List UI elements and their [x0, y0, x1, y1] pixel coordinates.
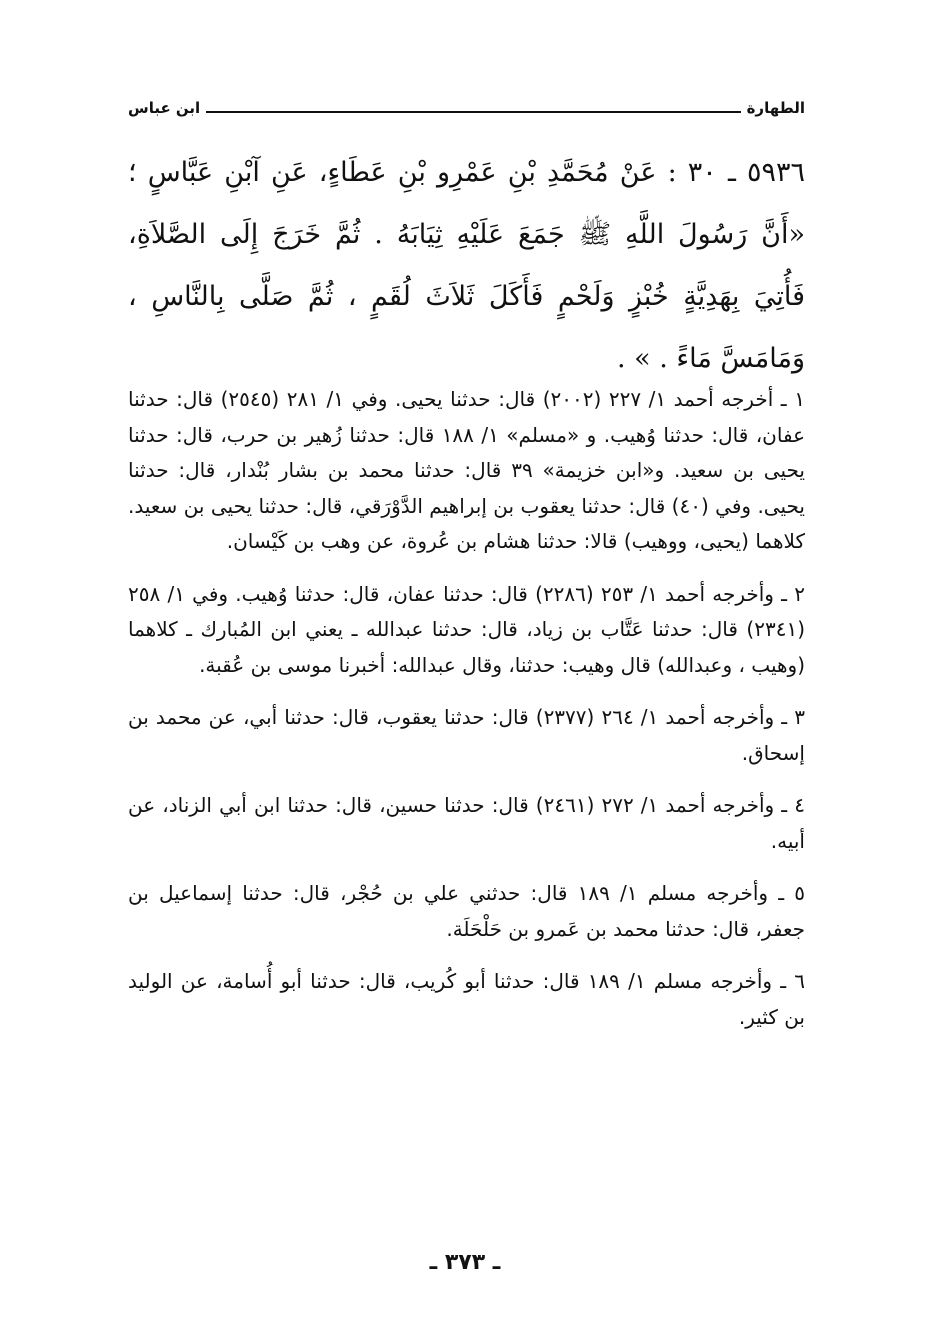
header-rule: [206, 111, 740, 113]
footnotes: [128, 382, 805, 1052]
companion-name: ابن عباس: [128, 99, 201, 117]
footnote: ٤ ـ وأخرجه أحمد ١/ ٢٧٢ (٢٤٦١) قال: حدثنا حسين، قال: حدثنا ابن أبي الزناد، عن أبيه.: [128, 793, 805, 853]
chapter-title: الطهارة: [746, 99, 805, 117]
footnote: ٣ ـ وأخرجه أحمد ١/ ٢٦٤ (٢٣٧٧) قال: حدثنا يعقوب، قال: حدثنا أبي، عن محمد بن إسحاق.: [128, 705, 806, 765]
page-number: ـ ٣٧٣ ـ: [429, 1250, 501, 1275]
running-header: [128, 96, 805, 120]
footnote: ٦ ـ وأخرجه مسلم ١/ ١٨٩ قال: حدثنا أبو كُريب، قال: حدثنا أبو أُسامة، عن الوليد بن كثير.: [128, 969, 805, 1029]
footnote: ٥ ـ وأخرجه مسلم ١/ ١٨٩ قال: حدثني علي بن حُجْر، قال: حدثنا إسماعيل بن جعفر، قال: حدثنا محمد بن عَمرو بن حَلْحَلَة.: [128, 881, 805, 941]
hadith-text: ٥٩٣٦ ـ ٣٠ : عَنْ مُحَمَّدِ بْنِ عَمْرِو بْنِ عَطَاءٍ، عَنِ آبْنِ عَبَّاسٍ ؛ «أَنَّ رَسُولَ اللَّهِ ﷺ جَمَعَ عَلَيْهِ ثِيَابَهُ . ثُمَّ خَرَجَ إِلَى الصَّلاَةِ، فَأُتِيَ بِهَدِيَّةٍ خُبْزٍ وَلَحْمٍ فَأَكَلَ ثَلاَثَ لُقَمٍ ، ثُمَّ صَلَّى بِالنَّاسِ ، وَمَامَسَّ مَاءً . » .: [128, 157, 805, 374]
footnote: ١ ـ أخرجه أحمد ١/ ٢٢٧ (٢٠٠٢) قال: حدثنا يحيى. وفي ١/ ٢٨١ (٢٥٤٥) قال: حدثنا عفان، قال: حدثنا وُهيب. و «مسلم» ١/ ١٨٨ قال: حدثنا زُهير بن حرب، قال: حدثنا يحيى بن سعيد. و«ابن خزيمة» ٣٩ قال: حدثنا محمد بن بشار بُنْدار، قال: حدثنا يحيى. وفي (٤٠) قال: حدثنا يعقوب بن إبراهيم الدَّوْرَقي، قال: حدثنا يحيى بن سعيد. كلاهما (يحيى، ووهيب) قالا: حدثنا هشام بن عُروة، عن وهب بن كَيْسان.: [128, 387, 806, 553]
footnote: ٢ ـ وأخرجه أحمد ١/ ٢٥٣ (٢٢٨٦) قال: حدثنا عفان، قال: حدثنا وُهيب. وفي ١/ ٢٥٨ (٢٣٤١) قال: حدثنا عَتَّاب بن زياد، قال: حدثنا عبدالله ـ يعني ابن المُبارك ـ كلاهما (وهيب ، وعبدالله) قال وهيب: حدثنا، وقال عبدالله: أخبرنا موسى بن عُقبة.: [128, 581, 805, 677]
